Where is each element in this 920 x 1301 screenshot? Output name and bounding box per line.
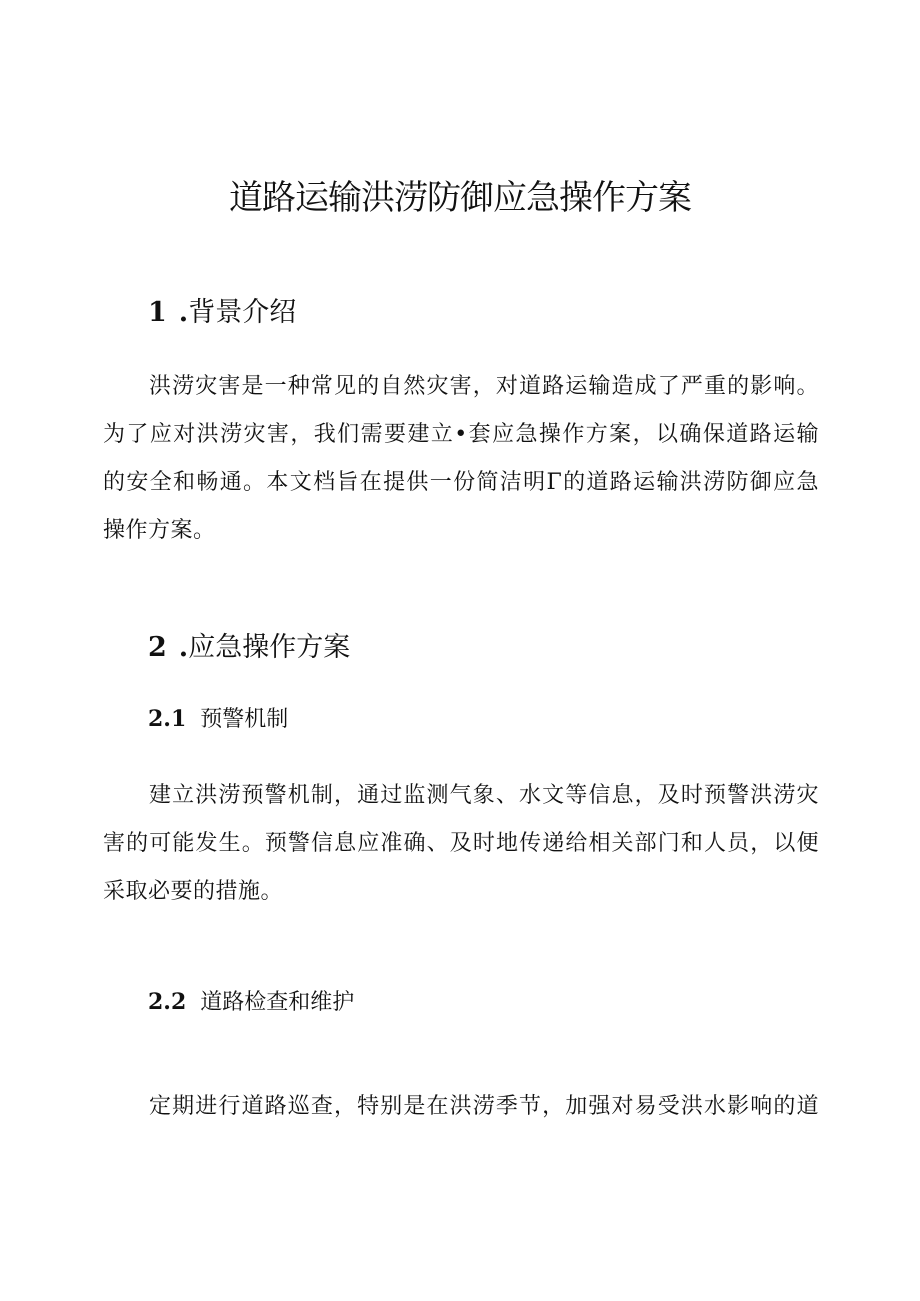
subsection-2-1-heading: [148, 702, 288, 733]
section-2-number: 2: [148, 632, 167, 663]
subsection-2-1-title: 预警机制: [200, 707, 289, 732]
paragraph-line: 采取必要的措施。: [103, 879, 284, 904]
section-1-separator: .: [178, 297, 189, 328]
paragraph-line: 害的可能发生。预警信息应准确、及时地传递给相关部门和人员，以便: [103, 831, 819, 856]
subsection-2-1-number: 2.1: [148, 706, 187, 732]
section-1-title: 背景介绍: [188, 297, 297, 328]
paragraph-line: 为了应对洪涝灾害，我们需要建立•套应急操作方案，以确保道路运输: [103, 422, 819, 447]
paragraph-line: 建立洪涝预警机制，通过监测气象、水文等信息，及时预警洪涝灾: [149, 783, 819, 808]
paragraph-line: 操作方案。: [103, 518, 216, 543]
section-1-number: 1: [148, 297, 167, 328]
paragraph-line: 的安全和畅通。本文档旨在提供一份简洁明Γ的道路运输洪涝防御应急: [103, 470, 819, 495]
subsection-2-1-paragraph: [103, 772, 819, 916]
section-2-separator: .: [178, 632, 189, 663]
section-2-heading: [148, 625, 350, 664]
subsection-2-2-number: 2.2: [148, 989, 187, 1015]
paragraph-line: 定期进行道路巡查，特别是在洪涝季节，加强对易受洪水影响的道: [149, 1094, 819, 1119]
section-1-paragraph: [103, 363, 819, 555]
section-1-heading: [148, 290, 296, 329]
subsection-2-2-paragraph: [103, 1083, 819, 1131]
paragraph-line: 洪涝灾害是一种常见的自然灾害，对道路运输造成了严重的影响。: [149, 374, 819, 399]
subsection-2-2-title: 道路检查和维护: [200, 990, 355, 1015]
section-2-title: 应急操作方案: [188, 632, 351, 663]
subsection-2-2-heading: [148, 985, 354, 1016]
document-title: 道路运输洪涝防御应急操作方案: [229, 178, 691, 218]
